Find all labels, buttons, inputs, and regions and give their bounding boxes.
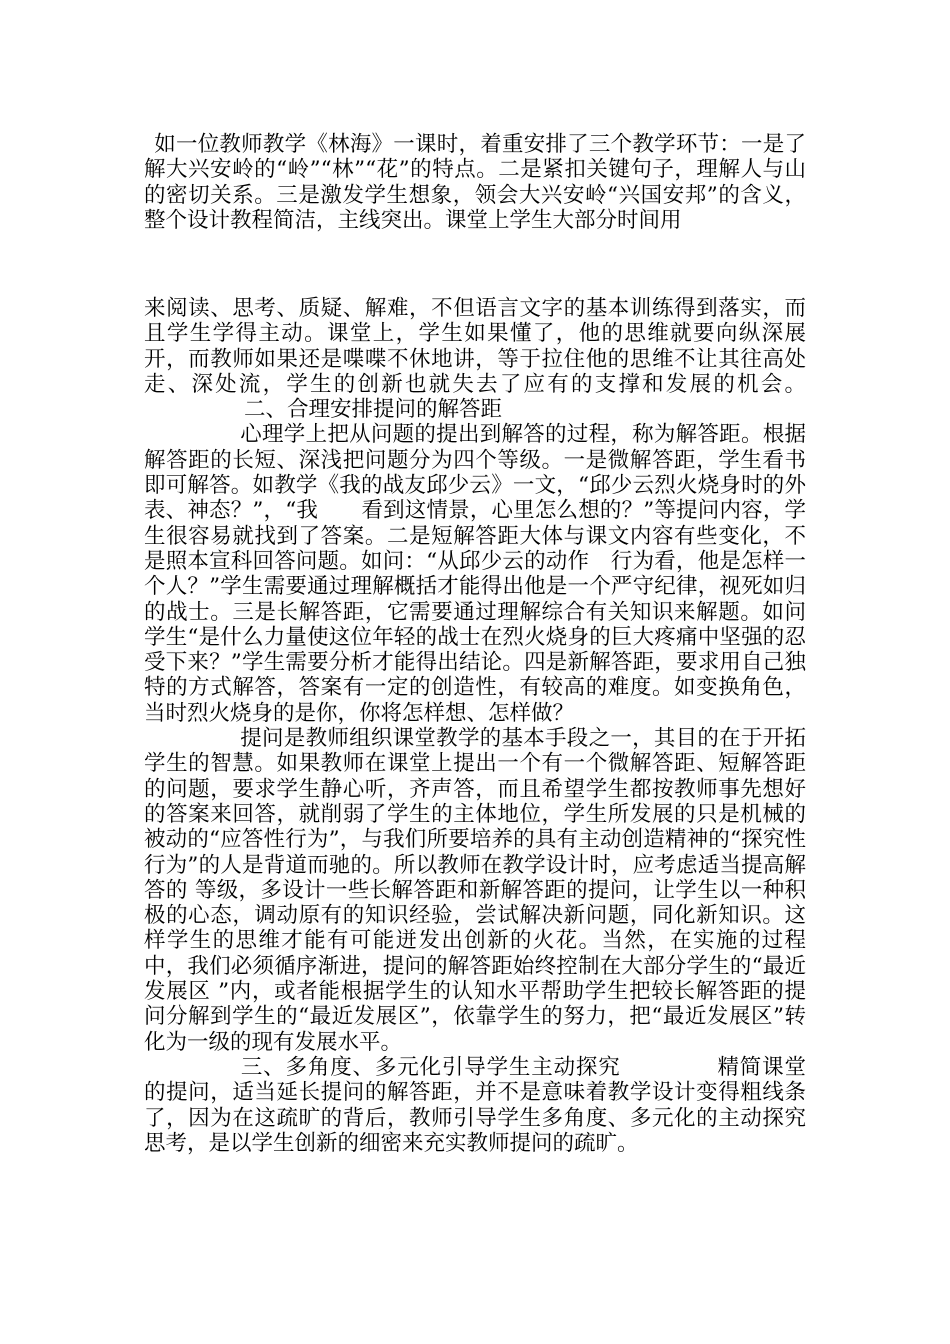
section-heading: 二、合理安排提问的解答距 [244,397,503,423]
paragraph-text: 如一位教师教学《林海》一课时，着重安排了三个教学环节：一是了解大兴安岭的“岭”“林”“花”的特点。二是紧扣关键句子，理解人与山的密切关系。三是激发学生想象，领会大兴安岭“兴国安邦”的含义，整个设计教程简洁，主线突出。课堂上学生大部分时间用 [144,132,806,233]
text-block-top [144,132,806,233]
text-block-main [144,296,806,1156]
paragraph [144,422,806,726]
paragraph [144,132,806,233]
paragraph-text: 精简课堂的提问，适当延长提问的解答距，并不是意味着教学设计变得粗线条了，因为在这疏旷的背后，教师引导学生多角度、多元化的主动探究思考，是以学生创新的细密来充实教师提问的疏旷。 [144,1054,806,1156]
paragraph-text: 心理学上把从问题的提出到解答的过程，称为解答距。根据解答距的长短、深浅把问题分为四个等级。一是微解答距，学生看书即可解答。如教学《我的战友邱少云》一文，“邱少云烈火烧身时的外表、神态？”，“我 看到这情景，心里怎么想的？”等提问内容，学生很容易就找到了答案。二是短解答距大体与课文内容有些变化，不是照本宣科回答问题。如问：“从邱少云的动作 行为看，他是怎样一个人？”学生需要通过理解概括才能得出他是一个严守纪律，视死如归的战士。三是长解答距，它需要通过理解综合有关知识来解题。如问学生“是什么力量使这位年轻的战士在烈火烧身的巨大疼痛中坚强的忍受下来？”学生需要分析才能得出结论。四是新解答距，要求用自己独特的方式解答，答案有一定的创造性，有较高的难度。如变换角色，当时烈火烧身的是你，你将怎样想、怎样做？ [144,422,806,726]
paragraph [144,296,806,422]
paragraph-text: 提问是教师组织课堂教学的基本手段之一，其目的在于开拓学生的智慧。如果教师在课堂上提出一个有一个微解答距、短解答距的问题，要求学生静心听，齐声答，而且希望学生都按教师事先想好的答案来回答，就削弱了学生的主体地位，学生所发展的只是机械的被动的“应答性行为”，与我们所要培养的具有主动创造精神的“探究性行为”的人是背道而驰的。所以教师在教学设计时，应考虑适当提高解答的 等级，多设计一些长解答距和新解答距的提问，让学生以一种积极的心态，调动原有的知识经验，尝试解决新问题，同化新知识。这样学生的思维才能有可能迸发出创新的火花。当然，在实施的过程中，我们必须循序渐进，提问的解答距始终控制在大部分学生的“最近发展区 ”内，或者能根据学生的认知水平帮助学生把较长解答距的提问分解到学生的“最近发展区”，依靠学生的努力，把“最近发展区”转化为一级的现有发展水平。 [144,726,806,1055]
section-heading: 三、多角度、多元化引导学生主动探究 [240,1054,621,1080]
paragraph [144,726,806,1055]
paragraph-text: 来阅读、思考、质疑、解难，不但语言文字的基本训练得到落实，而且学生学得主动。课堂上，学生如果懂了，他的思维就要向纵深展开，而教师如果还是喋喋不休地讲，等于拉住他的思维不让其往高处走、深处流，学生的创新也就失去了应有的支撑和发展的机会。 [144,296,806,397]
paragraph [144,1055,806,1156]
